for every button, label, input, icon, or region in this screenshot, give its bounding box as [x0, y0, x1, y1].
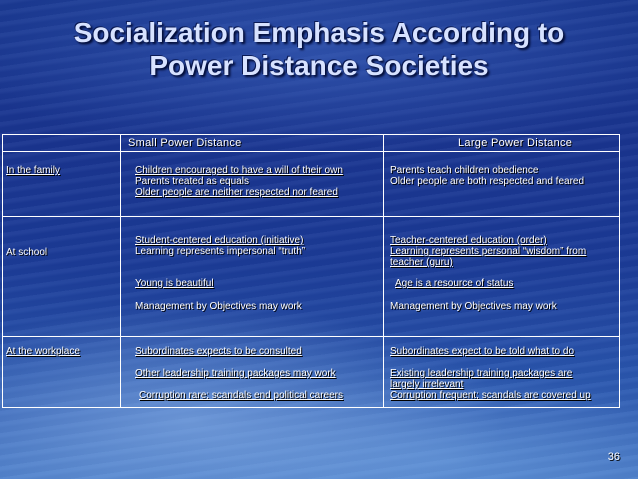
cell-line: Parents teach children obedience	[390, 165, 539, 176]
page-number: 36	[607, 451, 620, 463]
cell-line: Management by Objectives may work	[135, 301, 302, 312]
cell-line: Subordinates expect to be told what to do	[390, 346, 575, 357]
header-large-power-distance: Large Power Distance	[458, 137, 573, 149]
column-divider	[120, 135, 121, 407]
cell-line: Existing leadership training packages are	[390, 368, 573, 379]
cell-line: Learning represents impersonal “truth”	[135, 246, 306, 257]
column-divider	[383, 135, 384, 407]
cell-line: largely irrelevant	[390, 379, 464, 390]
row-divider	[3, 151, 619, 152]
cell-line: Parents treated as equals	[135, 176, 249, 187]
school-large-cell	[390, 235, 586, 312]
cell-line: Older people are both respected and feared	[390, 176, 585, 187]
school-small-cell	[135, 235, 305, 312]
cell-line: Corruption rare; scandals end political careers	[139, 390, 343, 401]
cell-line: Corruption frequent; scandals are covered up	[390, 390, 591, 401]
slide-title	[0, 16, 638, 82]
cell-line: Children encouraged to have a will of their own	[135, 165, 343, 176]
workplace-large-cell	[390, 346, 591, 401]
row-label-workplace: At the workplace	[6, 346, 80, 357]
family-large-cell	[390, 165, 584, 187]
cell-line: Young is beautiful	[135, 278, 214, 289]
row-divider	[3, 336, 619, 337]
cell-line: Management by Objectives may work	[390, 301, 557, 312]
workplace-small-cell	[135, 346, 343, 401]
row-divider	[3, 216, 619, 217]
cell-line: Learning represents personal “wisdom” from	[390, 246, 587, 257]
comparison-table	[2, 134, 620, 408]
cell-line: teacher (guru)	[390, 257, 453, 268]
cell-line: Student-centered education (initiative)	[135, 235, 304, 246]
cell-line: Subordinates expects to be consulted	[135, 346, 302, 357]
cell-line: Teacher-centered education (order)	[390, 235, 547, 246]
header-small-power-distance: Small Power Distance	[128, 137, 242, 149]
slide-title-line-1: Socialization Emphasis According to	[73, 17, 565, 48]
cell-line: Other leadership training packages may work	[135, 368, 336, 379]
row-label-school: At school	[6, 247, 48, 258]
family-small-cell	[135, 165, 343, 198]
cell-line: Age is a resource of status	[395, 278, 514, 289]
row-label-family: In the family	[6, 165, 60, 176]
slide-title-line-2: Power Distance Societies	[149, 50, 489, 81]
cell-line: Older people are neither respected nor feared	[135, 187, 338, 198]
